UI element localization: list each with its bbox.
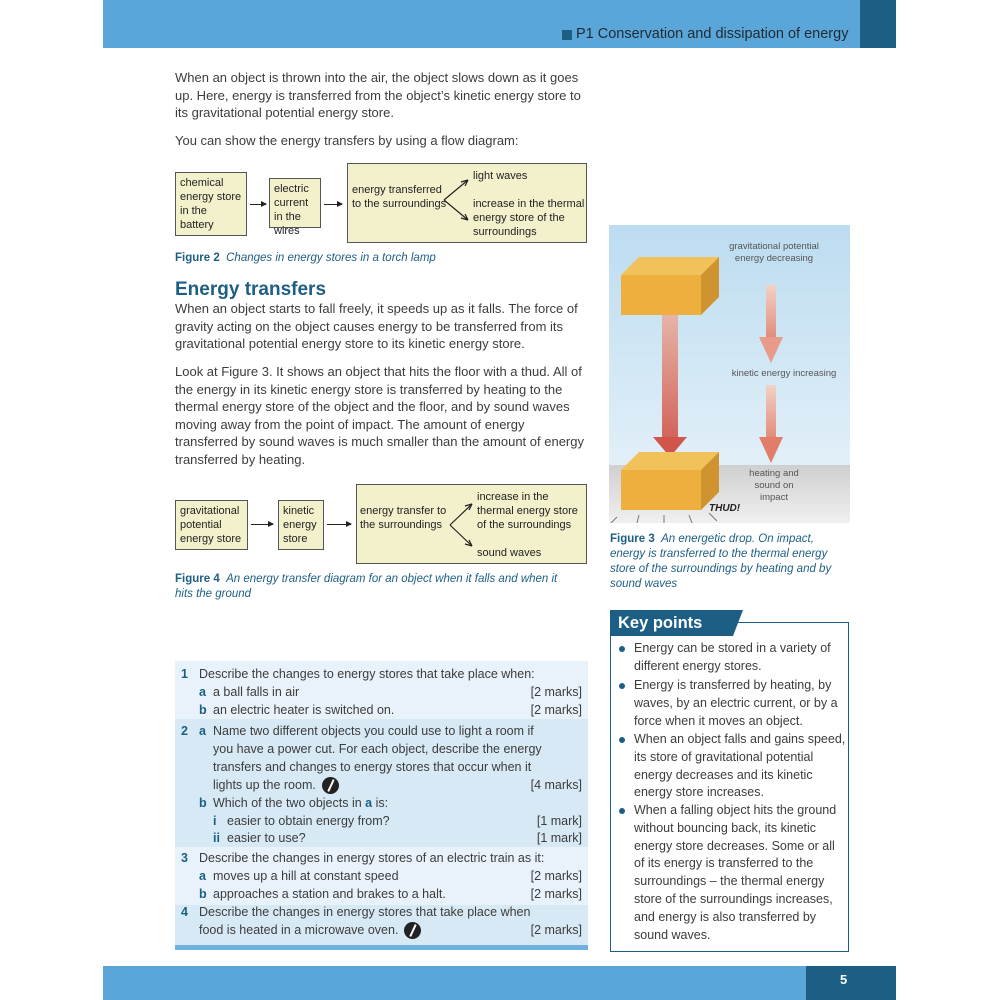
marks-label: [4 marks] <box>530 778 582 792</box>
part-label: a <box>199 724 206 738</box>
question-number: 3 <box>181 851 188 865</box>
key-points-tab-corner <box>733 610 745 636</box>
branch-arrows-icon <box>448 498 476 552</box>
thud-label: THUD! <box>709 503 741 514</box>
figure-3-caption <box>610 532 850 592</box>
part-text: Name two different objects you could use to light a room if <box>213 724 534 738</box>
part-text: lights up the room. <box>213 778 316 792</box>
label-heating-sound: heating and sound on impact <box>749 468 799 503</box>
marks-label: [1 mark] <box>536 831 582 845</box>
part-ref: a <box>365 796 373 810</box>
page-number: 5 <box>840 972 848 987</box>
arrow-icon <box>324 204 342 205</box>
caption-text: Changes in energy stores in a torch lamp <box>226 252 436 264</box>
question-text: Describe the changes in energy stores of an electric train as it: <box>199 851 545 865</box>
flow-text-transfer: energy transfer to the surroundings <box>360 505 447 531</box>
subpart-text: easier to obtain energy from? <box>227 814 390 828</box>
part-label: b <box>199 887 207 901</box>
caption-label: Figure 4 <box>175 573 220 585</box>
question-text: food is heated in a microwave oven. <box>199 923 399 937</box>
part-text: Which of the two objects in <box>213 796 366 810</box>
part-text: transfers and changes to energy stores that occur when it <box>213 760 532 774</box>
figure-2-caption <box>175 251 587 266</box>
header-square-icon <box>562 30 572 40</box>
section-heading: Energy transfers <box>175 279 327 300</box>
question-number: 1 <box>181 667 188 681</box>
flow-box-gravitational: gravitational potential energy store <box>175 500 248 550</box>
subpart-label: i <box>213 814 217 828</box>
branch-arrows-icon <box>442 175 472 225</box>
flow-text-thermal: increase in the thermal energy store of the surroundings <box>477 491 578 531</box>
key-point-item: Energy is transferred by heating, by waves, by an electric current, or by a force when it moves an object. <box>634 678 838 728</box>
section-paragraph-1: When an object starts to fall freely, it speeds up as it falls. The force of gravity acting on the object causes energy to be transferred from its gravitational potential energy store to its kinetic energy store. <box>175 301 578 351</box>
subpart-label: ii <box>213 831 220 845</box>
caption-text: An energy transfer diagram for an object when it falls and when it hits the ground <box>175 573 558 600</box>
marks-label: [2 marks] <box>530 887 582 901</box>
marks-label: [2 marks] <box>530 685 582 699</box>
arrow-icon <box>250 204 266 205</box>
part-text: moves up a hill at constant speed <box>213 869 399 883</box>
marks-label: [2 marks] <box>530 923 582 937</box>
part-label: a <box>199 685 206 699</box>
flow-text-light-waves: light waves <box>473 170 528 182</box>
part-label: b <box>199 796 207 810</box>
flow-text-sound: sound waves <box>477 547 542 559</box>
intro-paragraph: When an object is thrown into the air, the object slows down as it goes up. Here, energy is transferred from the object’s kinetic energy store to its gravitational potential energy store. <box>175 70 581 120</box>
footer-bar <box>103 966 896 1000</box>
subpart-text: easier to use? <box>227 831 306 845</box>
arrow-icon <box>327 524 351 525</box>
caption-label: Figure 3 <box>610 533 655 545</box>
question-number: 2 <box>181 724 188 738</box>
header-tab <box>860 0 896 48</box>
question-text: Describe the changes to energy stores that take place when: <box>199 667 535 681</box>
flow-box-kinetic: kinetic energy store <box>278 500 324 550</box>
section-paragraph-2: Look at Figure 3. It shows an object that hits the floor with a thud. All of the energy in its kinetic energy store is transferred by heating to the thermal energy store of the object and the floor, and by sound waves moving away from the point of impact. The amount of energy transferred by sound waves is much smaller than the amount of energy transferred by heating. <box>175 364 584 467</box>
bullet-icon <box>619 683 625 689</box>
part-text: you have a power cut. For each object, describe the energy <box>213 742 542 756</box>
arrow-icon <box>251 524 273 525</box>
figure-3-illustration <box>609 225 850 523</box>
flow-text-transferred: energy transferred to the surroundings <box>352 184 447 210</box>
practical-pen-icon <box>322 777 339 794</box>
marks-label: [2 marks] <box>530 703 582 717</box>
part-text: a ball falls in air <box>213 685 300 699</box>
intro-paragraph-2: You can show the energy transfers by using a flow diagram: <box>175 133 519 148</box>
flow-box-chemical: chemical energy store in the battery <box>175 172 247 236</box>
key-point-item: When an object falls and gains speed, its store of gravitational potential energy decreases and its kinetic energy store increases. <box>634 732 846 800</box>
bullet-icon <box>619 646 625 652</box>
key-point-item: When a falling object hits the ground without bouncing back, its kinetic energy store decreases. Some or all of its energy is transferred to the surroundings – the thermal energy store of the surroundings increases, and energy is also transferred by sound waves. <box>634 803 837 942</box>
part-label: b <box>199 703 207 717</box>
part-text: an electric heater is switched on. <box>213 703 395 717</box>
questions-bottom-rule <box>175 945 588 950</box>
marks-label: [1 mark] <box>536 814 582 828</box>
label-gpe-decreasing: gravitational potential energy decreasing <box>729 241 819 264</box>
part-text-end: is: <box>372 796 389 810</box>
bullet-icon <box>619 737 625 743</box>
practical-pen-icon <box>404 922 421 939</box>
flow-box-current: electric current in the wires <box>269 178 321 228</box>
part-label: a <box>199 869 206 883</box>
figure-4-caption <box>175 572 575 602</box>
bullet-icon <box>619 808 625 814</box>
question-number: 4 <box>181 905 188 919</box>
key-points-title: Key points <box>610 610 733 636</box>
caption-label: Figure 2 <box>175 252 220 264</box>
part-text: approaches a station and brakes to a halt. <box>213 887 446 901</box>
key-point-item: Energy can be stored in a variety of different energy stores. <box>634 641 831 673</box>
footer-page-tab <box>806 966 896 1000</box>
chapter-title: P1 Conservation and dissipation of energy <box>576 26 849 42</box>
question-text: Describe the changes in energy stores that take place when <box>199 905 531 919</box>
flow-text-thermal: increase in the thermal energy store of the surroundings <box>473 198 585 238</box>
label-kinetic-increasing: kinetic energy increasing <box>731 368 837 379</box>
questions-panel <box>175 661 588 951</box>
marks-label: [2 marks] <box>530 869 582 883</box>
caption-text: An energetic drop. On impact, energy is transferred to the thermal energy store of the surroundings by heating and by sound waves <box>610 533 832 590</box>
